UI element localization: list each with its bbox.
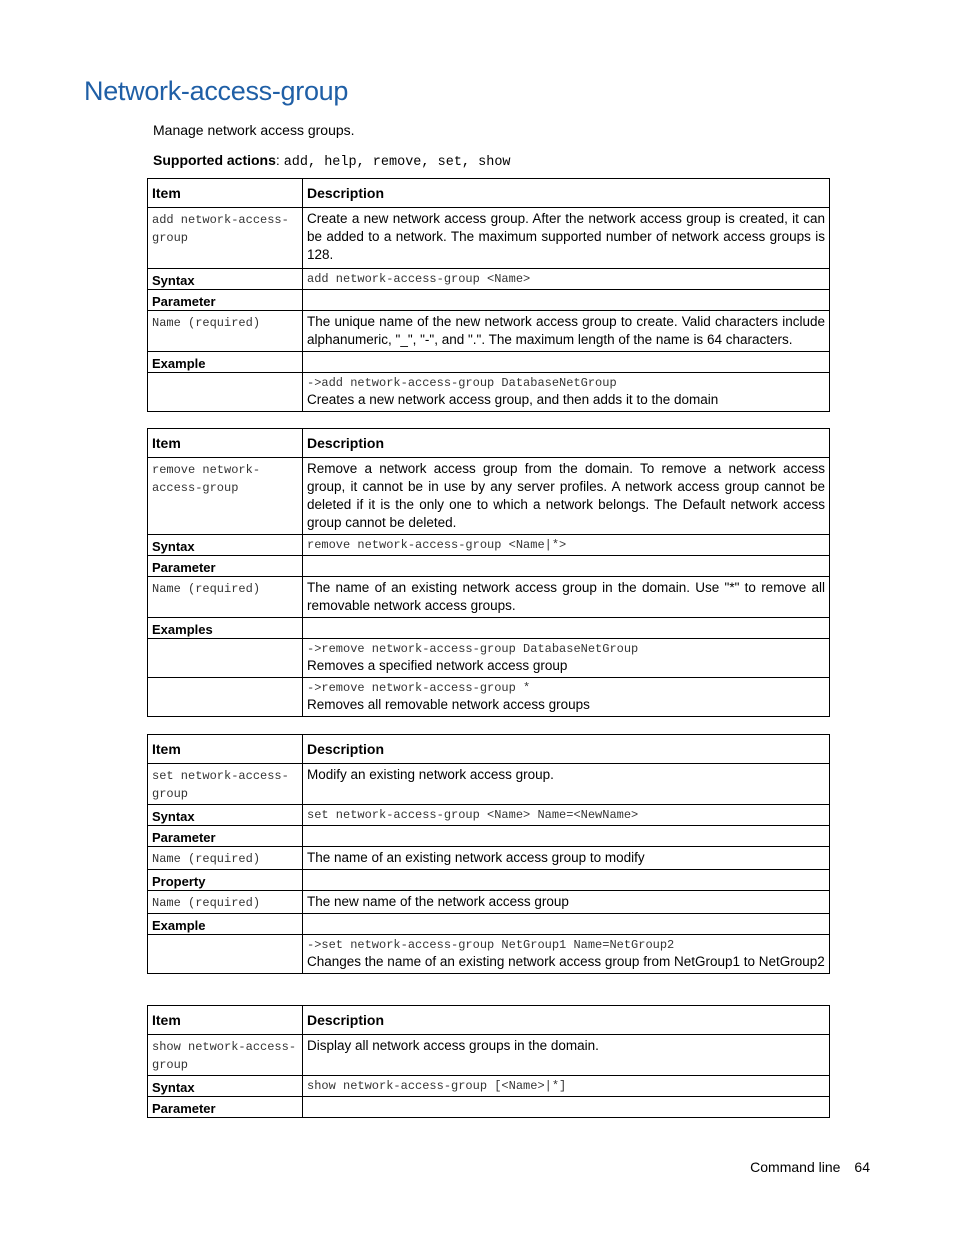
- command-name: remove network-access-group: [152, 463, 261, 495]
- command-name: add network-access-group: [152, 213, 289, 245]
- example-command: ->remove network-access-group *: [307, 681, 531, 695]
- table-row: [148, 208, 830, 269]
- table-row: [148, 914, 830, 935]
- property-description: The new name of the network access group: [303, 891, 830, 914]
- parameter-description: The unique name of the new network access group to create. Valid characters include alphanumeric, "_", "-", and ".". The maximum length of the name is 64 characters.: [303, 311, 830, 352]
- header-description: Description: [303, 429, 830, 458]
- header-description: Description: [303, 1006, 830, 1035]
- command-description: Display all network access groups in the domain.: [303, 1035, 830, 1076]
- table-row: [148, 678, 830, 717]
- parameter-label: Parameter: [148, 826, 303, 847]
- table-row: [148, 535, 830, 556]
- footer-page-number: 64: [854, 1159, 870, 1175]
- table-row: [148, 870, 830, 891]
- table-row: [148, 352, 830, 373]
- parameter-name: Name (required): [152, 852, 261, 866]
- supported-actions-label: Supported actions: [153, 152, 276, 168]
- header-item: Item: [148, 429, 303, 458]
- page-footer: [750, 1159, 870, 1175]
- footer-section: Command line: [750, 1159, 841, 1175]
- example-command: ->remove network-access-group DatabaseNetGroup: [307, 642, 639, 656]
- table-row: [148, 805, 830, 826]
- parameter-label: Parameter: [148, 1097, 303, 1118]
- table-row: [148, 639, 830, 678]
- command-description: Modify an existing network access group.: [303, 764, 830, 805]
- table-row: [148, 373, 830, 412]
- table-row: [148, 458, 830, 535]
- table-header-row: [148, 1006, 830, 1035]
- set-command-table: [147, 734, 830, 974]
- supported-actions: Supported actions: add, help, remove, set, show: [153, 152, 511, 170]
- syntax-value: add network-access-group <Name>: [307, 272, 531, 286]
- table-row: [148, 269, 830, 290]
- parameter-description: The name of an existing network access group to modify: [303, 847, 830, 870]
- supported-actions-values: add, help, remove, set, show: [283, 155, 511, 170]
- example-description: Creates a new network access group, and then adds it to the domain: [307, 392, 719, 407]
- add-command-table: [147, 178, 830, 412]
- parameter-name: Name (required): [152, 582, 261, 596]
- table-row: [148, 764, 830, 805]
- table-header-row: [148, 429, 830, 458]
- example-label: Example: [148, 914, 303, 935]
- table-row: [148, 891, 830, 914]
- intro-text: Manage network access groups.: [153, 122, 355, 138]
- parameter-description: The name of an existing network access group in the domain. Use "*" to remove all removable network access groups.: [303, 577, 830, 618]
- table-row: [148, 556, 830, 577]
- syntax-value: show network-access-group [<Name>|*]: [307, 1079, 567, 1093]
- table-row: [148, 577, 830, 618]
- example-command: ->set network-access-group NetGroup1 Name=NetGroup2: [307, 938, 675, 952]
- example-description: Removes a specified network access group: [307, 658, 568, 673]
- table-row: [148, 290, 830, 311]
- table-header-row: [148, 735, 830, 764]
- syntax-label: Syntax: [148, 805, 303, 826]
- example-label: Example: [148, 352, 303, 373]
- table-row: [148, 847, 830, 870]
- header-description: Description: [303, 179, 830, 208]
- command-description: Create a new network access group. After the network access group is created, it can be added to a network. The maximum supported number of network access groups is 128.: [303, 208, 830, 269]
- header-item: Item: [148, 1006, 303, 1035]
- example-label: Examples: [148, 618, 303, 639]
- parameter-label: Parameter: [148, 556, 303, 577]
- table-row: [148, 1076, 830, 1097]
- parameter-label: Parameter: [148, 290, 303, 311]
- command-name: set network-access-group: [152, 769, 289, 801]
- command-name: show network-access-group: [152, 1040, 297, 1072]
- show-command-table: [147, 1005, 830, 1118]
- example-description: Changes the name of an existing network access group from NetGroup1 to NetGroup2: [307, 954, 825, 969]
- property-label: Property: [148, 870, 303, 891]
- table-row: [148, 618, 830, 639]
- table-row: [148, 311, 830, 352]
- table-row: [148, 1097, 830, 1118]
- table-row: [148, 826, 830, 847]
- page-title: Network-access-group: [84, 76, 349, 106]
- table-header-row: [148, 179, 830, 208]
- command-description: Remove a network access group from the domain. To remove a network access group, it cannot be in use by any server profiles. A network access group cannot be deleted if it is the only one to which a network belongs. The Default network access group cannot be deleted.: [303, 458, 830, 535]
- table-row: [148, 1035, 830, 1076]
- remove-command-table: [147, 428, 830, 717]
- syntax-label: Syntax: [148, 535, 303, 556]
- example-description: Removes all removable network access groups: [307, 697, 590, 712]
- example-command: ->add network-access-group DatabaseNetGroup: [307, 376, 617, 390]
- syntax-label: Syntax: [148, 1076, 303, 1097]
- syntax-value: remove network-access-group <Name|*>: [307, 538, 567, 552]
- table-row: [148, 935, 830, 974]
- header-item: Item: [148, 179, 303, 208]
- parameter-name: Name (required): [152, 316, 261, 330]
- header-item: Item: [148, 735, 303, 764]
- syntax-value: set network-access-group <Name> Name=<NewName>: [307, 808, 639, 822]
- header-description: Description: [303, 735, 830, 764]
- syntax-label: Syntax: [148, 269, 303, 290]
- property-name: Name (required): [152, 896, 261, 910]
